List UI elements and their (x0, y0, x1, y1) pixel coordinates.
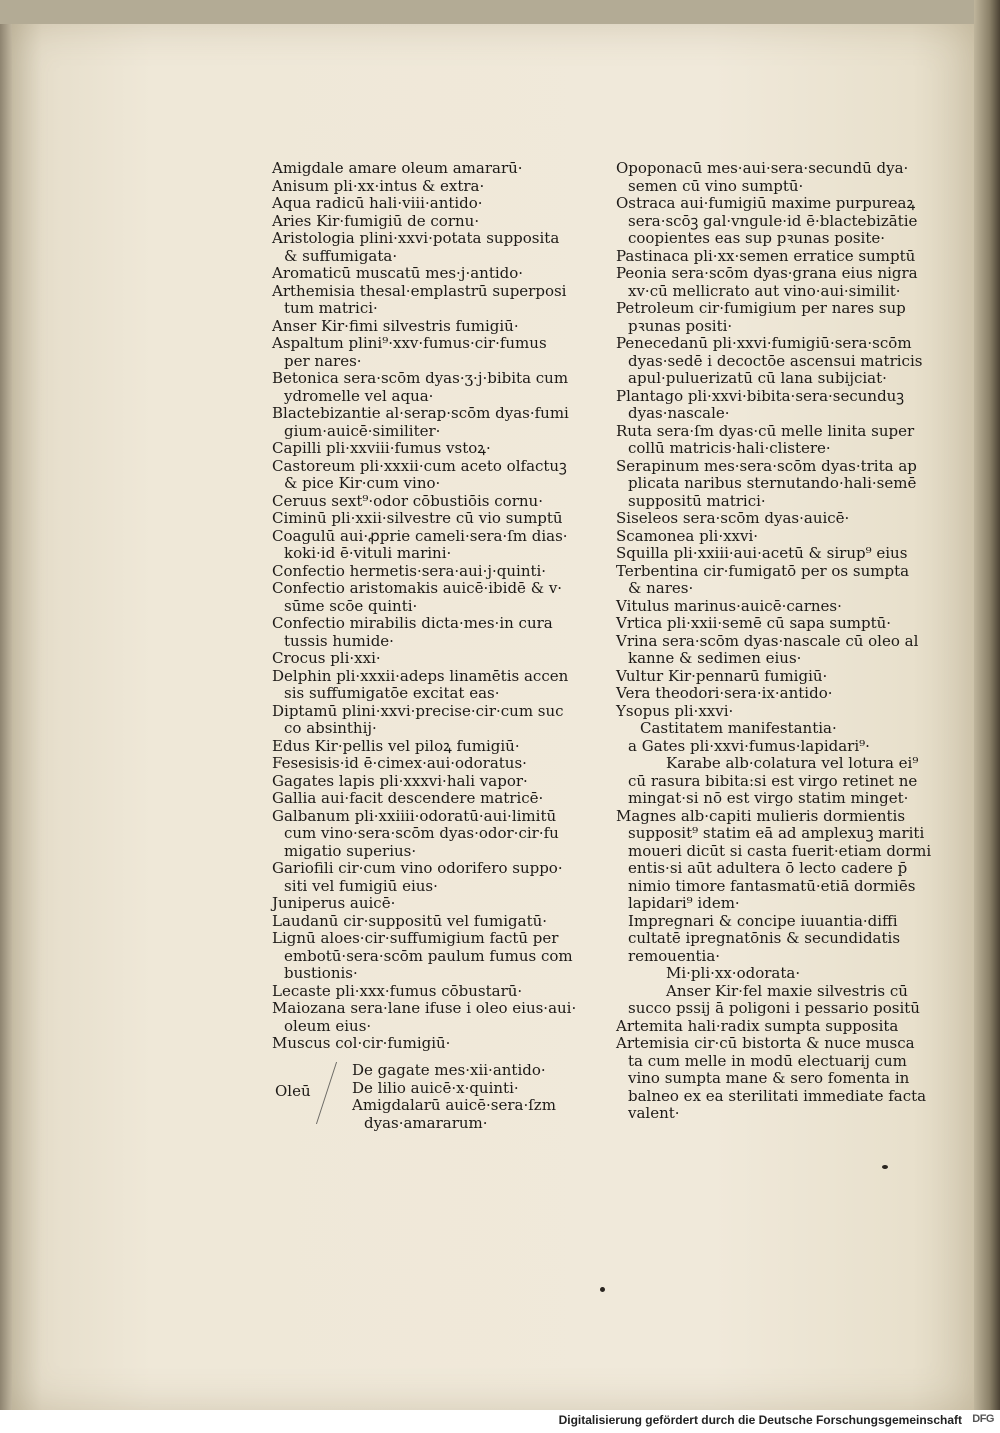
text-line: Ysopus pli·xxvi· (616, 701, 734, 720)
text-line: De lilio auicē·x·quinti· (352, 1078, 519, 1097)
text-line: Delphin pli·xxxii·adeps linamētis accen (272, 666, 569, 685)
text-line: & pice Kir·cum vino· (284, 474, 441, 492)
text-line: collū matricis·hali·clistere· (628, 439, 831, 457)
text-line: valent· (628, 1104, 680, 1122)
text-line: oleum eius· (284, 1016, 372, 1035)
text-line: Plantago pli·xxvi·bibita·sera·secunduꝫ (616, 386, 905, 405)
text-line: coopientes eas sup pꝛunas posite· (628, 229, 886, 247)
left-column (272, 159, 577, 1053)
text-line: Gagates lapis pli·xxxvi·hali vapor· (272, 771, 528, 790)
text-line: Ruta sera·ſm dyas·cū melle linita super (616, 421, 915, 440)
text-line: Castitatem manifestantia· (640, 719, 837, 737)
text-line: pꝛunas positi· (628, 316, 733, 335)
text-line: entis·si aūt adultera ō lecto cadere p̄ (628, 859, 908, 877)
text-line: balneo ex ea sterilitati immediate facta (628, 1086, 927, 1105)
oleum-group (352, 1062, 556, 1132)
oleum-label: Oleū (275, 1082, 311, 1100)
text-line: Terbentina cir·fumigatō per os sumpta (616, 561, 910, 580)
text-line: Magnes alb·capiti mulieris dormientis (616, 806, 906, 825)
text-line: Confectio hermetis·sera·aui·j·quinti· (272, 561, 547, 580)
footer-bar (0, 1410, 1000, 1433)
text-line: sera·scōꝫ gal·vngule·id ē·blactebizātie (628, 211, 918, 230)
text-line: Ostraca aui·fumigiū maxime purpureaꝝ (616, 194, 916, 212)
text-line: Juniperus auicē· (272, 894, 396, 912)
text-line: De gagate mes·xii·antido· (352, 1061, 546, 1079)
text-line: Penecedanū pli·xxvi·fumigiū·sera·scōm (616, 334, 912, 352)
text-line: cū rasura bibita:si est virgo retinet ne (628, 771, 918, 790)
text-line: Artemisia cir·cū bistorta & nuce musca (616, 1034, 915, 1052)
text-line: suppositū matrici· (628, 491, 766, 510)
text-line: tum matrici· (284, 299, 378, 317)
text-line: cultatē ipregnatōnis & secundidatis (628, 929, 901, 947)
text-line: lapidari⁹ idem· (628, 894, 740, 912)
text-line: Aristologia plini·xxvi·potata supposita (272, 229, 560, 247)
text-line: plicata naribus sternutando·hali·semē (628, 474, 917, 492)
text-line: dyas·sedē i decoctōe ascensui matricis (628, 351, 923, 370)
text-line: Peonia sera·scōm dyas·grana eius nigra (616, 264, 918, 282)
text-line: Vultur Kir·pennarū fumigiū· (616, 666, 828, 685)
text-line: Aries Kir·fumigiū de cornu· (272, 211, 480, 230)
text-line: gium·auicē·similiter· (284, 421, 441, 440)
book-gutter (974, 0, 1000, 1410)
text-line: Scamonea pli·xxvi· (616, 526, 759, 545)
text-line: Lignū aloes·cir·suffumigium factū per (272, 929, 559, 947)
text-line: Anisum pli·xx·intus & extra· (272, 176, 485, 195)
text-line: Castoreum pli·xxxii·cum aceto olfactuꝫ (272, 456, 567, 475)
footer-credit: Digitalisierung gefördert durch die Deutsche Forschungsgemeinschaft (558, 1413, 962, 1427)
text-line: Petroleum cir·fumigium per nares sup (616, 299, 906, 317)
text-line: Ceruus sext⁹·odor cōbustiōis cornu· (272, 491, 543, 510)
text-line: vino sumpta mane & sero fomenta in (628, 1069, 910, 1087)
text-line: dyas·amararum· (364, 1113, 488, 1132)
text-line: Anser Kir·fimi silvestris fumigiū· (272, 316, 519, 335)
text-line: Maiozana sera·lane ifuse i oleo eius·aui· (272, 999, 577, 1017)
text-line: Arthemisia thesal·emplastrū superposi (272, 281, 567, 300)
text-line: apul·puluerizatū cū lana subijciat· (628, 369, 887, 387)
text-line: Siseleos sera·scōm dyas·auicē· (616, 509, 850, 527)
text-line: Anser Kir·fel maxie silvestris cū (666, 981, 908, 1000)
text-line: per nares· (284, 351, 362, 370)
text-line: kanne & sedimen eius· (628, 649, 802, 667)
text-line: Fesesisis·id ē·cimex·aui·odoratus· (272, 754, 527, 772)
text-line: siti vel fumigiū eius· (284, 876, 438, 895)
text-line: Amigdalarū auicē·sera·ſzm (352, 1096, 556, 1114)
text-line: Blactebizantie al·serap·scōm dyas·fumi (272, 404, 569, 422)
text-line: Diptamū plini·xxvi·precise·cir·cum suc (272, 701, 564, 720)
text-line: Vitulus marinus·auicē·carnes· (616, 596, 842, 615)
text-line: Lecaste pli·xxx·fumus cōbustarū· (272, 981, 523, 1000)
text-line: Squilla pli·xxiii·aui·acetū & sirup⁹ eius (616, 544, 908, 562)
right-column (616, 159, 932, 1123)
text-line: ydromelle vel aqua· (284, 386, 434, 405)
text-line: bustionis· (284, 964, 358, 982)
text-line: semen cū vino sumptū· (628, 176, 804, 195)
text-line: sis suffumigatōe excitat eas· (284, 684, 500, 702)
text-line: Confectio mirabilis dicta·mes·in cura (272, 614, 553, 632)
text-line: Confectio aristomakis auicē·ibidē & v· (272, 579, 563, 597)
text-line: Coagulū aui·ꝓprie cameli·sera·ſm dias· (272, 526, 568, 545)
text-line: Capilli pli·xxviii·fumus vstoꝝ· (272, 439, 491, 457)
text-line: Pastinaca pli·xx·semen erratice sumptū (616, 246, 916, 265)
text-line: embotū·sera·scōm paulum fumus com (284, 946, 573, 965)
text-line: Aromaticū muscatū mes·j·antido· (272, 264, 524, 282)
text-line: koki·id ē·vituli marini· (284, 544, 452, 562)
text-line: supposit⁹ statim eā ad amplexuꝫ mariti (628, 824, 925, 842)
text-line: Crocus pli·xxi· (272, 649, 381, 667)
text-line: mingat·si nō est virgo statim minget· (628, 789, 909, 807)
text-line: dyas·nascale· (628, 404, 730, 422)
text-line: Gallia aui·facit descendere matricē· (272, 789, 544, 807)
text-line: Vrina sera·scōm dyas·nascale cū oleo al (616, 631, 919, 650)
text-line: Mi·pli·xx·odorata· (666, 964, 801, 982)
text-line: Gariofili cir·cum vino odorifero suppo· (272, 859, 563, 877)
text-line: cum vino·sera·scōm dyas·odor·cir·fu (284, 824, 559, 842)
text-line: Laudanū cir·suppositū vel fumigatū· (272, 911, 548, 930)
dfg-logo: DFG (972, 1413, 994, 1425)
text-line: Impregnari & concipe iuuantia·diffi (628, 911, 898, 930)
text-line: ta cum melle in modū electuarij cum (628, 1051, 907, 1070)
text-line: Aspaltum plini⁹·xxv·fumus·cir·fumus (272, 334, 547, 352)
text-line: a Gates pli·xxvi·fumus·lapidari⁹· (628, 736, 870, 755)
ink-mark (882, 1165, 888, 1169)
text-line: Aqua radicū hali·viii·antido· (272, 194, 483, 212)
text-line: Muscus col·cir·fumigiū· (272, 1034, 451, 1052)
text-line: & suffumigata· (284, 246, 398, 265)
ink-mark (600, 1287, 605, 1292)
text-line: Galbanum pli·xxiiii·odoratū·aui·limitū (272, 806, 557, 825)
text-line: Amigdale amare oleum amararū· (272, 159, 523, 177)
text-line: & nares· (628, 579, 694, 597)
text-line: remouentia· (628, 946, 721, 965)
text-line: Opoponacū mes·aui·sera·secundū dya· (616, 159, 909, 177)
text-line: Vrtica pli·xxii·semē cū sapa sumptū· (616, 614, 892, 632)
text-line: Vera theodori·sera·ix·antido· (616, 684, 833, 702)
text-line: tussis humide· (284, 631, 394, 650)
text-line: Karabe alb·colatura vel lotura ei⁹ (666, 754, 919, 772)
text-line: Serapinum mes·sera·scōm dyas·trita ap (616, 456, 917, 475)
text-line: sūme scōe quinti· (284, 596, 418, 615)
text-line: Betonica sera·scōm dyas·ʒ·j·bibita cum (272, 369, 569, 387)
text-line: Ciminū pli·xxii·silvestre cū vio sumptū (272, 509, 563, 527)
text-line: Edus Kir·pellis vel piloꝝ fumigiū· (272, 736, 520, 755)
text-line: xv·cū mellicrato aut vino·aui·similit· (628, 281, 901, 300)
text-line: Artemita hali·radix sumpta supposita (616, 1016, 899, 1035)
text-line: nimio timore fantasmatū·etiā dormiēs (628, 876, 916, 895)
text-line: migatio superius· (284, 841, 417, 860)
text-line: moueri dicūt si casta fuerit·etiam dormi (628, 841, 932, 860)
text-line: co absinthij· (284, 719, 377, 737)
text-line: succo pssij ā poligoni i pessario positū (628, 999, 920, 1017)
